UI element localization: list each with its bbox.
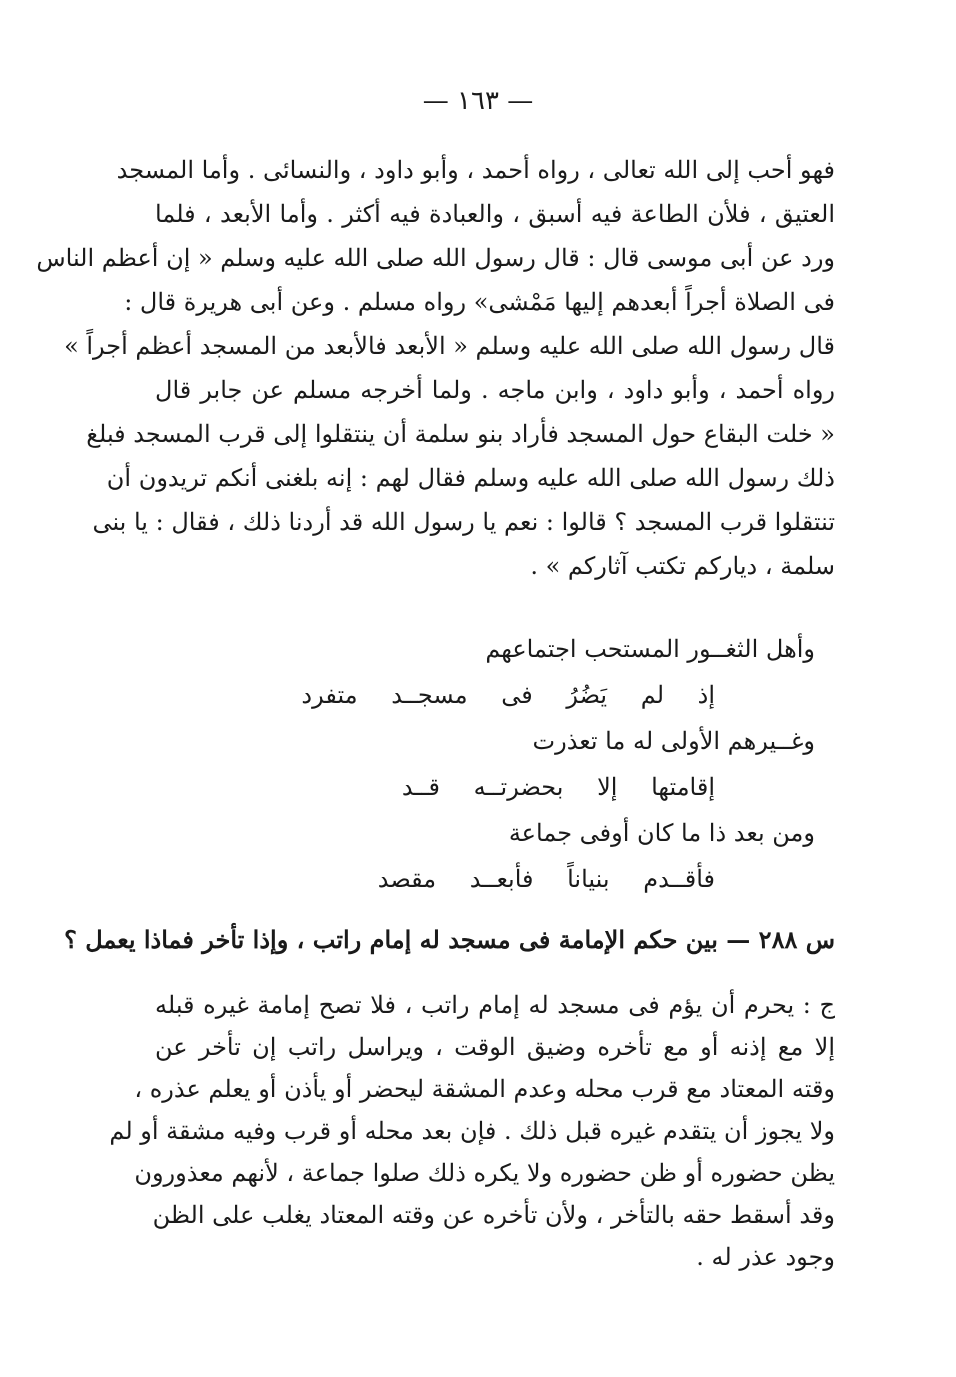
text-line: تنتقلوا قرب المسجد ؟ قالوا : نعم يا رسول الله قد أردنا ذلك ، فقال : يا بنى bbox=[92, 508, 835, 536]
text-line: « خلت البقاع حول المسجد فأراد بنو سلمة أن ينتقلوا إلى قرب المسجد فبلغ bbox=[86, 420, 835, 448]
text-line: ذلك رسول الله صلى الله عليه وسلم فقال لهم : إنه بلغنى أنكم تريدون أن bbox=[106, 464, 835, 492]
text-line: قال رسول الله صلى الله عليه وسلم « الأبعد فالأبعد من المسجد أعظم أجراً » bbox=[64, 332, 835, 360]
poem bbox=[155, 626, 835, 902]
poem-verse: فأقــدم بنياناً فأبعــد مقصد bbox=[377, 865, 715, 893]
text-line: وجود عذر له . bbox=[696, 1243, 835, 1271]
poem-verse: إذ لم يَضُرُ فى مسجــد متفرد bbox=[301, 681, 715, 709]
text-line: فى الصلاة أجراً أبعدهم إليها مَمْشى» رواه مسلم . وعن أبى هريرة قال : bbox=[124, 288, 835, 316]
poem-verse: وأهل الثغــور المستحب اجتماعهم bbox=[485, 635, 815, 663]
text-line: العتيق ، فلأن الطاعة فيه أسبق ، والعبادة فيه أكثر . وأما الأبعد ، فلما bbox=[155, 200, 835, 228]
text-line: إلا مع إذنه أو مع تأخره وضيق الوقت ، ويراسل راتب إن تأخر عن bbox=[155, 1033, 835, 1061]
poem-verse: إقامتها إلا بحضرتــه قــد bbox=[401, 773, 715, 801]
text-line: رواه أحمد ، وأبو داود ، وابن ماجه . ولما أخرجه مسلم عن جابر قال bbox=[155, 376, 835, 404]
text-line: وقد أسقط حقه بالتأخر ، ولأن تأخره عن وقته المعتاد يغلب على الظن bbox=[152, 1201, 835, 1229]
text-line: فهو أحب إلى الله تعالى ، رواه أحمد ، وأبو داود ، والنسائى . وأما المسجد bbox=[116, 156, 835, 184]
question-heading: س ٢٨٨ — بين حكم الإمامة فى مسجد له إمام راتب ، وإذا تأخر فماذا يعمل ؟ bbox=[64, 925, 835, 954]
page-number: — ١٦٣ — bbox=[422, 86, 534, 116]
text-line: ورد عن أبى موسى قال : قال رسول الله صلى الله عليه وسلم « إن أعظم الناس bbox=[36, 244, 835, 272]
answer-paragraph bbox=[109, 984, 835, 1278]
text-line: يظن حضوره أو ظن حضوره ولا يكره ذلك صلوا جماعة ، لأنهم معذورون bbox=[134, 1159, 835, 1187]
poem-verse: ومن بعد ذا ما كان أوفى جماعة bbox=[508, 819, 815, 847]
text-line: ولا يجوز أن يتقدم غيره قبل ذلك . فإن بعد محله أو قرب وفيه مشقة أو لم bbox=[109, 1117, 835, 1145]
text-line: ج : يحرم أن يؤم فى مسجد له إمام راتب ، فلا تصح إمامة غيره قبله bbox=[155, 991, 835, 1019]
text-line: وقته المعتاد مع قرب محله وعدم المشقة ليحضر أو يأذن أو يعلم عذره ، bbox=[134, 1075, 835, 1103]
main-paragraph bbox=[36, 148, 835, 588]
text-line: سلمة ، دياركم تكتب آثاركم » . bbox=[530, 552, 835, 580]
poem-verse: وغــيرهم الأولى له ما تعذرت bbox=[532, 727, 815, 755]
